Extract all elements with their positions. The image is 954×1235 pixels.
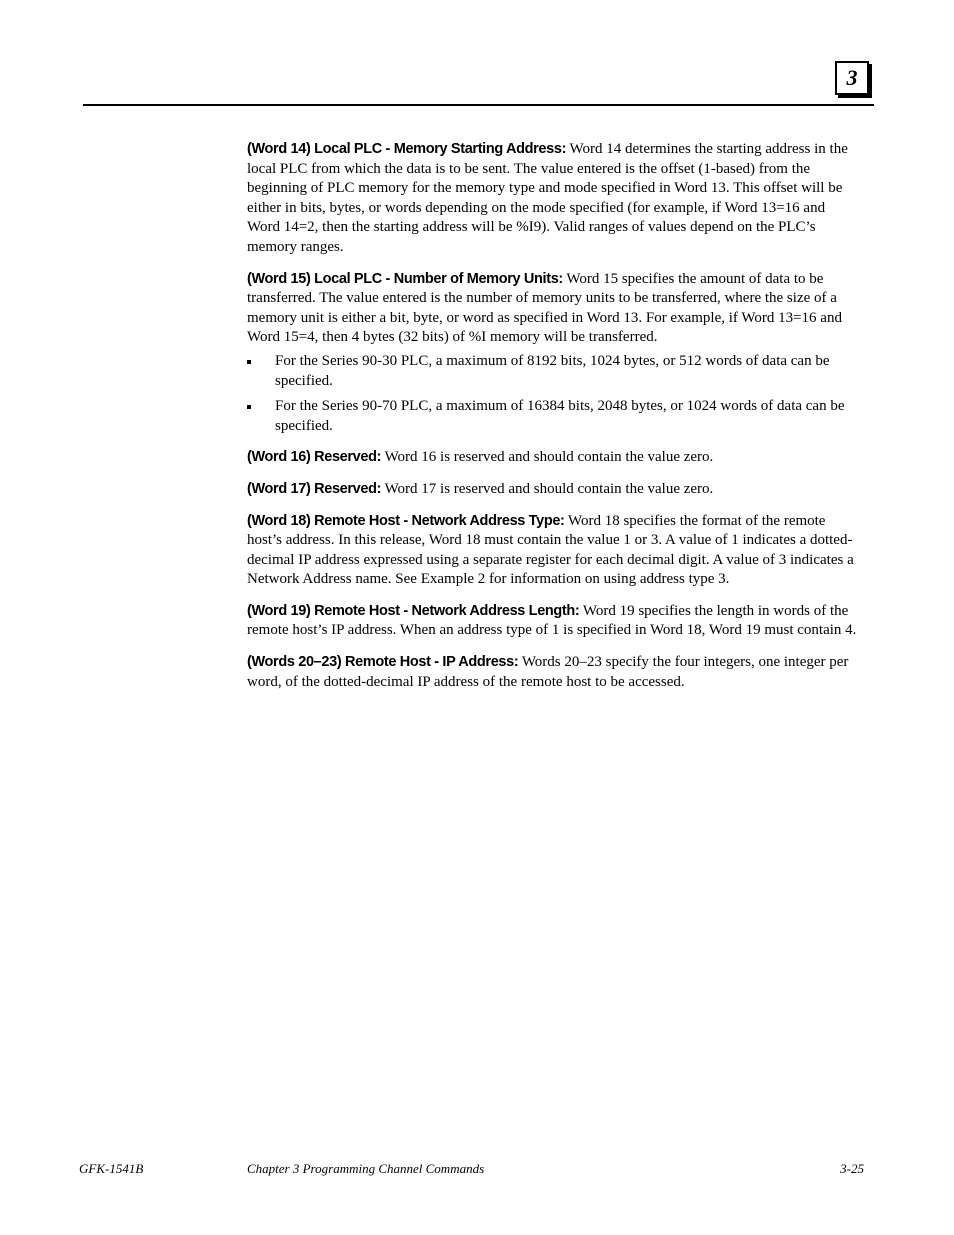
chapter-number-tab [835,61,869,95]
header-rule [83,104,874,106]
term-words-20-23: (Words 20–23) Remote Host - IP Address: [247,654,519,671]
text-word-19: Word 19 specifies the length in words of the remote host’s IP address. When an address type of 1 is specified in Word 18, Word 19 must contain 4. [247,602,857,639]
page-body [247,140,861,704]
bullet-list [247,352,861,436]
text-words-20-23: Words 20–23 specify the four integers, one integer per word, of the dotted-decimal IP address of the remote host to be accessed. [247,654,849,690]
term-word-19: (Word 19) Remote Host - Network Address Length: [247,602,580,619]
text-word-14: Word 14 determines the starting address in the local PLC from which the data is to be sent. The value entered is the offset (1-based) from the beginning of PLC memory for the memory type and mode specified in Word 13. This offset will be either in bits, bytes, or words depending on the mode specified (for example, if Word 13=16 and Word 14=2, then the starting address will be %I9). Valid ranges of values depend on the PLC’s memory ranges. [247,141,848,255]
text-word-15: Word 15 specifies the amount of data to be transferred. The value entered is the number of memory units to be transferred, where the size of a memory unit is either a bit, byte, or word as specified in Word 13. For example, if Word 13=16 and Word 15=4, then 4 bytes (32 bits) of %I memory will be transferred. [247,270,842,346]
bullet-icon [247,360,251,364]
list-item [247,397,861,436]
bullet-text: For the Series 90-70 PLC, a maximum of 16384 bits, 2048 bytes, or 1024 words of data can be specified. [275,398,845,434]
bullet-icon [247,405,251,409]
term-word-16: (Word 16) Reserved: [247,449,382,466]
paragraph-word-16 [247,448,861,468]
footer-chapter-title: Chapter 3 Programming Channel Commands [247,1161,485,1176]
chapter-number: 3 [846,65,858,90]
term-word-17: (Word 17) Reserved: [247,480,382,497]
text-word-17: Word 17 is reserved and should contain the value zero. [384,480,714,497]
paragraph-word-17 [247,480,861,500]
footer-page-number: 3-25 [840,1161,864,1176]
footer-doc-id: GFK-1541B [79,1161,144,1176]
list-item [247,352,861,391]
bullet-text: For the Series 90-30 PLC, a maximum of 8192 bits, 1024 bytes, or 512 words of data can be specified. [275,352,830,389]
paragraph-word-18 [247,512,861,590]
text-word-16: Word 16 is reserved and should contain the value zero. [384,449,714,466]
paragraph-word-14 [247,140,861,258]
paragraph-words-20-23 [247,653,861,692]
term-word-18: (Word 18) Remote Host - Network Address Type: [247,512,565,529]
paragraph-word-19 [247,602,861,641]
text-word-18: Word 18 specifies the format of the remote host’s address. In this release, Word 18 must contain the value 1 or 3. A value of 1 indicates a dotted-decimal IP address expressed using a separate register for each decimal digit. A value of 3 indicates a Network Address name. See Example 2 for information on using address type 3. [247,512,854,588]
paragraph-word-15 [247,270,861,348]
term-word-15: (Word 15) Local PLC - Number of Memory Units: [247,270,563,287]
term-word-14: (Word 14) Local PLC - Memory Starting Address: [247,141,567,157]
